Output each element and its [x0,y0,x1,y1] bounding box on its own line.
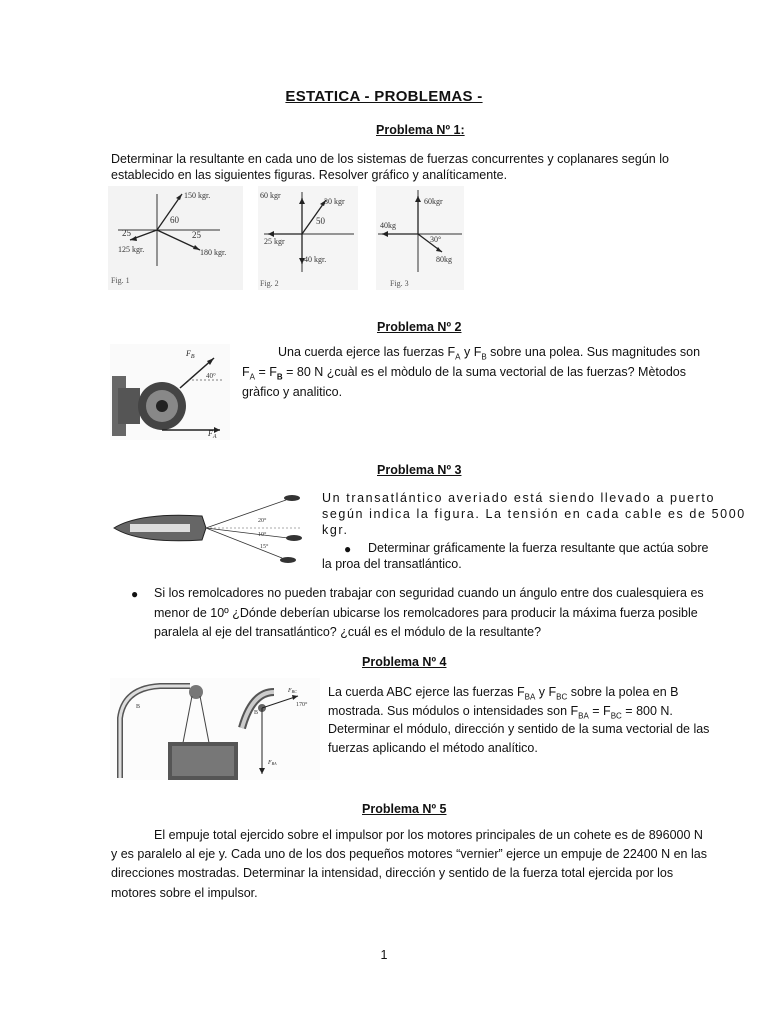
problem-3-bullet-1-line-1: Determinar gráficamente la fuerza resultante que actúa sobre [368,541,709,555]
pulley-point-b-label: B [254,710,259,716]
problem-3-bullet-2-line-3: paralela al eje del transatlántico? ¿cuál es el módulo de la resultante? [154,625,542,639]
fig3-label-60: 60kgr [424,197,443,206]
figure-pulley-diagram [110,344,230,440]
problem-4-text-line-4: fuerzas aplicando el método analítico. [328,741,538,755]
problem-4-text-line-2: mostrada. Sus módulos o intensidades son $F_{BA} = F_{BC} = 800$ N. [328,704,673,721]
problem-5-heading: Problema Nº 5 [362,802,447,816]
problem-2-text-line-1: Una cuerda ejerce las fuerzas $F_A$ y $F_B$ sobre una polea. Sus magnitudes son [278,345,701,362]
problem-3-bullet-1-line-2: la proa del transatlántico. [322,557,462,571]
fig3-label-80: 80kg [436,255,452,264]
problem-4-heading: Problema Nº 4 [362,655,447,669]
svg-text:B: B [136,704,141,710]
fig3-label-40: 40kg [380,221,396,230]
figure-pulley-abc-diagram [110,678,320,780]
problem-2-text-line-3: gràfico y analitico. [242,385,343,399]
figure-3-force-diagram [376,186,464,290]
fig1-label-25a: 25 [122,228,131,238]
figure-2-force-diagram [258,186,358,290]
problem-4-text-line-1: La cuerda ABC ejerce las fuerzas $F_{BA}$ y $F_{BC}$ sobre la polea en B [328,685,679,702]
fig2-label-30: 30 kgr [324,197,345,206]
fbc-label: FBC [288,688,297,694]
fig2-label-60: 60 kgr [260,191,281,200]
fig1-label-125: 125 kgr. [118,245,145,254]
page-number: 1 [380,948,388,962]
page-title: ESTATICA - PROBLEMAS - [285,88,483,105]
problem-5-text-line-1: El empuje total ejercido sobre el impulsor por los motores principales de un cohete es de 896000 N [154,828,703,842]
problem-5-text-line-2: y es paralelo al eje y. Cada uno de los dos pequeños motores “vernier” ejerce un empuje de 22400 N en las [111,847,707,861]
problem-2-text-line-2: $F_A = F_B = 80$ N ¿cuàl es el mòdulo de la suma vectorial de las fuerzas? Mètodos [242,365,686,382]
problem-1-text-line-1: Determinar la resultante en cada uno de los sistemas de fuerzas concurrentes y coplanares según lo [111,152,669,166]
ship-angle-15: 15° [260,544,269,550]
fig1-label-180: 180 kgr. [200,248,227,257]
pulley-label-fa: $F_A$ [208,429,217,440]
problem-3-heading: Problema Nº 3 [377,463,462,477]
bullet-icon: ● [344,542,352,556]
fig2-label-40: 40 kgr. [304,255,327,264]
pulley-label-fb: $F_B$ [186,349,195,360]
problem-4-text-line-3: Determinar el módulo, dirección y sentido de la suma vectorial de las [328,722,710,736]
problem-1-heading: Problema Nº 1: [376,123,465,137]
bullet-icon: ● [131,587,139,601]
fig1-label-60: 60 [170,215,179,225]
figure-ship-towing-diagram [110,490,310,566]
problem-2-heading: Problema Nº 2 [377,320,462,334]
pulley-angle-label: 40° [206,372,216,380]
problem-3-text-line-3: kgr. [322,523,349,537]
fig1-caption: Fig. 1 [111,276,130,285]
fig2-caption: Fig. 2 [260,279,279,288]
figure-1-force-diagram [108,186,243,290]
problem-3-bullet-2-line-2: menor de 10º ¿Dónde deberían ubicarse los remolcadores para producir la máxima fuerza posible [154,606,698,620]
problem-3-text-line-1: Un transatlántico averiado está siendo llevado a puerto [322,491,716,505]
fig3-caption: Fig. 3 [390,279,409,288]
problem-3-bullet-2-line-1: Si los remolcadores no pueden trabajar con seguridad cuando un ángulo entre dos cualesquiera es [154,586,704,600]
fig3-label-30: 30° [430,235,442,244]
fig1-label-150: 150 kgr. [184,191,211,200]
problem-5-text-line-4: motores sobre el impulsor. [111,886,258,900]
problem-3-text-line-2: según indica la figura. La tensión en cada cable es de 5000 [322,507,746,521]
problem-1-text-line-2: establecido en las siguientes figuras. Resolver gráfico y analíticamente. [111,168,508,182]
fig1-label-25b: 25 [192,230,201,240]
fig2-label-50: 50 [316,216,325,226]
pulley-abc-angle-label: 170° [296,702,308,708]
ship-angle-10: 10° [258,532,267,538]
ship-angle-20: 20° [258,518,267,524]
problem-5-text-line-3: direcciones mostradas. Determinar la intensidad, dirección y sentido de la fuerza total ejercida por los [111,866,674,880]
fba-label: FBA [268,760,277,766]
fig2-label-25: 25 kgr [264,237,285,246]
